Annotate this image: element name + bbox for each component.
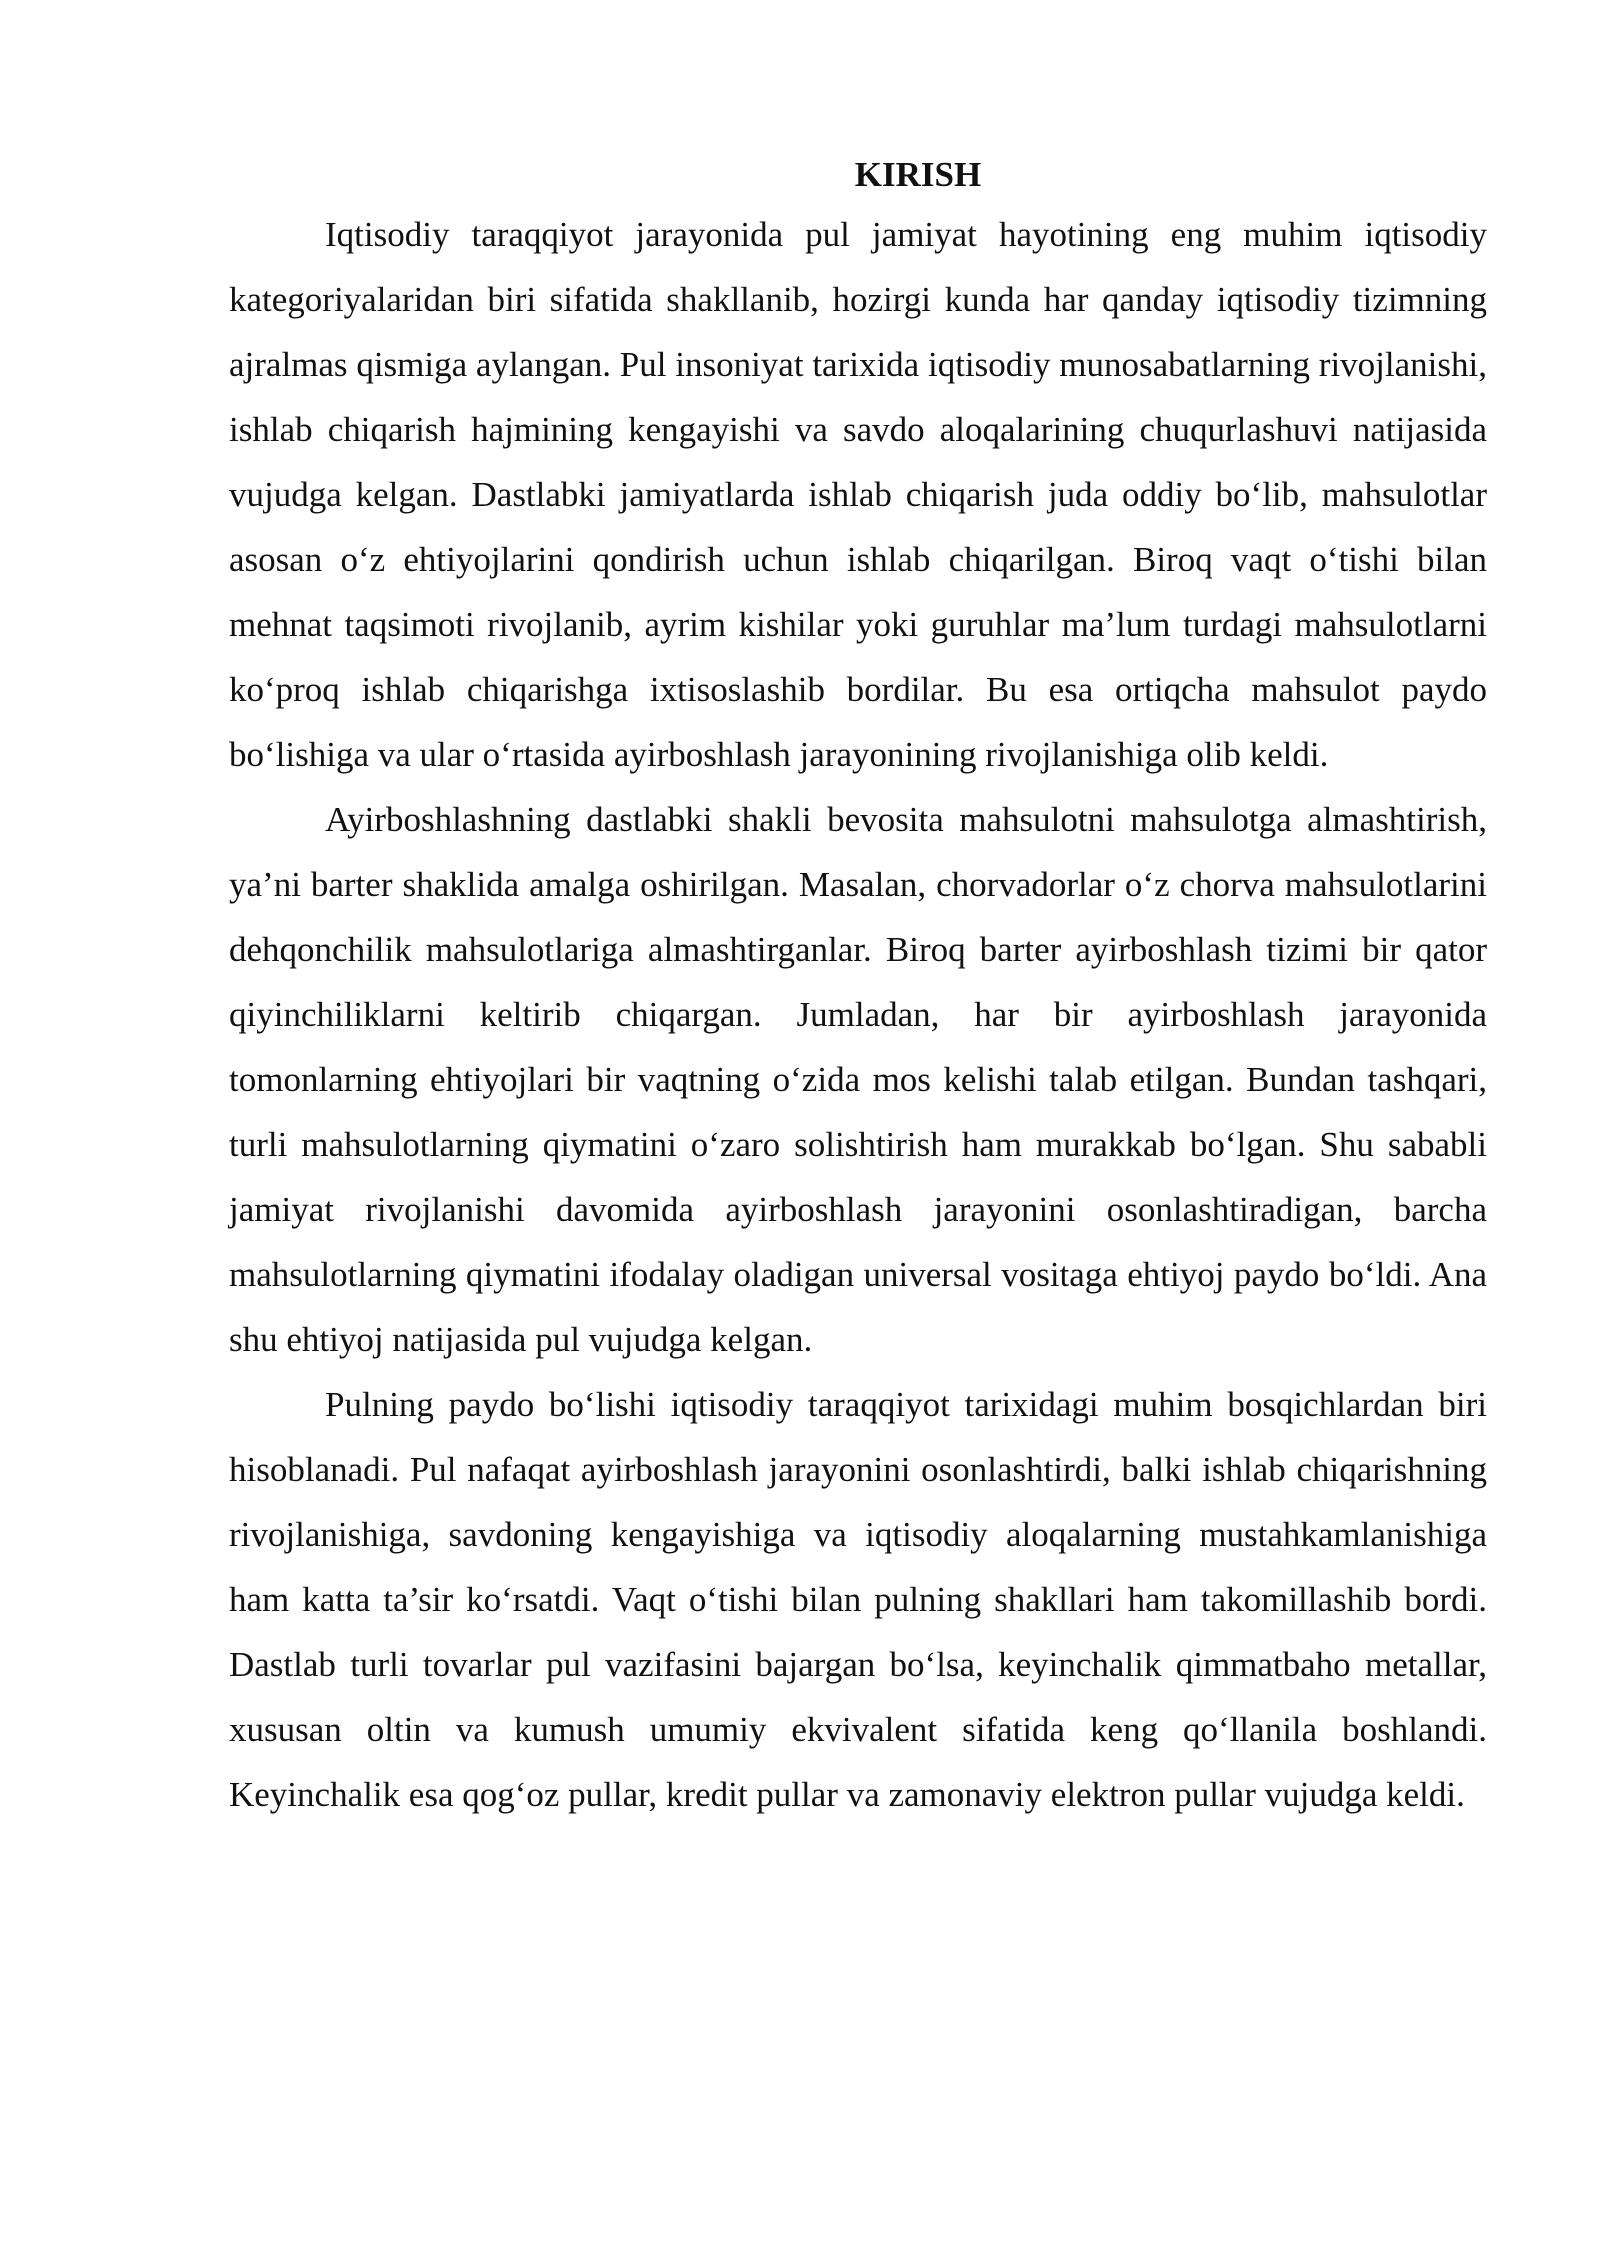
paragraph-3: Pulning paydo bo‘lishi iqtisodiy taraqqiyot tarixidagi muhim bosqichlardan biri hisoblanadi. Pul nafaqat ayirboshlash jarayonini osonlashtirdi, balki ishlab chiqarishning rivojlanishiga, savdoning kengayishiga va iqtisodiy aloqalarning mustahkamlanishiga ham katta ta’sir ko‘rsatdi. Vaqt o‘tishi bilan pulning shakllari ham takomillashib bordi. Dastlab turli tovarlar pul vazifasini bajargan bo‘lsa, keyinchalik qimmatbaho metallar, xususan oltin va kumush umumiy ekvivalent sifatida keng qo‘llanila boshlandi. Keyinchalik esa qog‘oz pullar, kredit pullar va zamonaviy elektron pullar vujudga keldi. [229,1385,1487,1814]
document-body [229,148,1487,1827]
paragraph-1: Iqtisodiy taraqqiyot jarayonida pul jamiyat hayotining eng muhim iqtisodiy kategoriyalaridan biri sifatida shakllanib, hozirgi kunda har qanday iqtisodiy tizimning ajralmas qismiga aylangan. Pul insoniyat tarixida iqtisodiy munosabatlarning rivojlanishi, ishlab chiqarish hajmining kengayishi va savdo aloqalarining chuqurlashuvi natijasida vujudga kelgan. Dastlabki jamiyatlarda ishlab chiqarish juda oddiy bo‘lib, mahsulotlar asosan o‘z ehtiyojlarini qondirish uchun ishlab chiqarilgan. Biroq vaqt o‘tishi bilan mehnat taqsimoti rivojlanib, ayrim kishilar yoki guruhlar ma’lum turdagi mahsulotlarni ko‘proq ishlab chiqarishga ixtisoslashib bordilar. Bu esa ortiqcha mahsulot paydo bo‘lishiga va ular o‘rtasida ayirboshlash jarayonining rivojlanishiga olib keldi. [229,215,1487,774]
page-title: KIRISH [854,155,982,194]
paragraph-2: Ayirboshlashning dastlabki shakli bevosita mahsulotni mahsulotga almashtirish, ya’ni barter shaklida amalga oshirilgan. Masalan, chorvadorlar o‘z chorva mahsulotlarini dehqonchilik mahsulotlariga almashtirganlar. Biroq barter ayirboshlash tizimi bir qator qiyinchiliklarni keltirib chiqargan. Jumladan, har bir ayirboshlash jarayonida tomonlarning ehtiyojlari bir vaqtning o‘zida mos kelishi talab etilgan. Bundan tashqari, turli mahsulotlarning qiymatini o‘zaro solishtirish ham murakkab bo‘lgan. Shu sababli jamiyat rivojlanishi davomida ayirboshlash jarayonini osonlashtiradigan, barcha mahsulotlarning qiymatini ifodalay oladigan universal vositaga ehtiyoj paydo bo‘ldi. Ana shu ehtiyoj natijasida pul vujudga kelgan. [229,800,1487,1359]
